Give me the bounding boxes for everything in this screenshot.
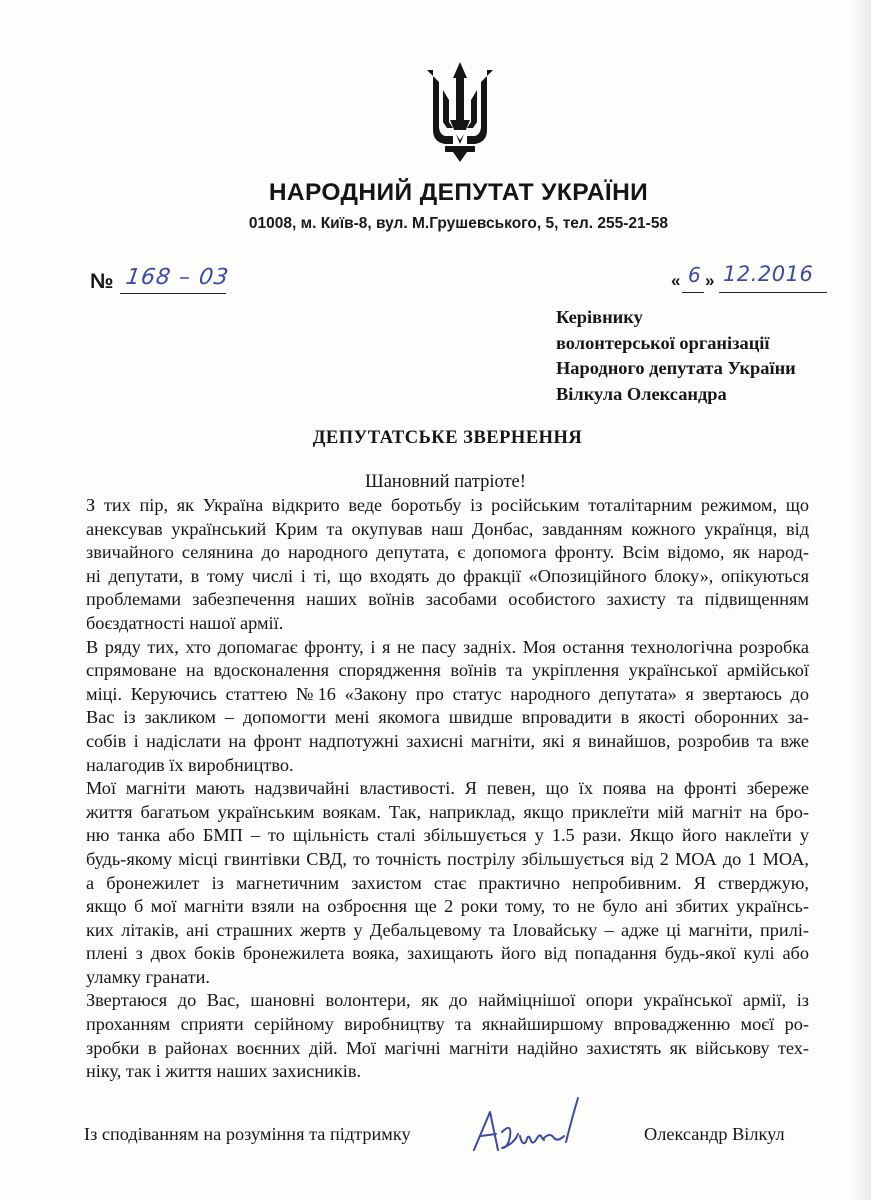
body-line: Мої магніти мають надзвичайні властивості. Я певен, що їх поява на фронті збереже — [86, 778, 809, 799]
body-line: Вас із закликом – допомогти мені якомога швидше впровадити в якості оборонних за- — [86, 707, 809, 728]
header-title: НАРОДНИЙ ДЕПУТАТ УКРАЇНИ — [268, 179, 649, 206]
body-line: уламку гранати. — [86, 966, 210, 987]
body-line: життя багатьом українським воякам. Так, наприклад, якщо приклеїти мій магніт на бро- — [86, 801, 809, 822]
registration-number-handwritten: 168 – 03 — [124, 265, 231, 290]
letter-body — [86, 494, 809, 1084]
document-heading: ДЕПУТАТСЬКЕ ЗВЕРНЕННЯ — [312, 428, 583, 448]
trident-emblem — [423, 60, 497, 164]
body-line: З тих пір, як Україна відкрито веде боротьбу із російським тоталітарним режимом, що — [86, 495, 809, 515]
addressee-line: Народного депутата України — [556, 358, 796, 378]
body-line: Звертаюся до Вас, шановні волонтери, як до найміцнішої опори української армії, із — [86, 990, 809, 1011]
body-line: собів і надіслати на фронт надпотужні захисні магніти, які я винайшов, розробив та вже — [86, 730, 809, 751]
body-line: плені з двох боків бронежилета вояка, захищають його від попадання будь-якої кулі або — [86, 943, 809, 964]
body-line: будь-якому місці гвинтівки СВД, то точність пострілу збільшується від 2 МОА до 1 МОА, — [86, 848, 809, 869]
body-line: ніку, так і життя наших захисників. — [86, 1061, 362, 1082]
addressee-line: волонтерської організації — [556, 332, 770, 353]
signer-name: Олександр Вілкул — [644, 1124, 785, 1144]
body-line: В ряду тих, хто допомагає фронту, і я не пасу задніх. Моя остання технологічна розробка — [86, 636, 809, 657]
body-line: звичайного селянина до народного депутата, є допомога фронту. Всім відомо, як народ- — [86, 542, 809, 563]
date-day-handwritten: 6 — [688, 263, 701, 287]
addressee-block — [556, 305, 796, 407]
date-month-year-handwritten: 12.2016 — [723, 262, 814, 286]
header-address: 01008, м. Київ-8, вул. М.Грушевського, 5, тел. 255-21-58 — [248, 215, 669, 232]
body-line: зробки в районах воєнних дій. Мої магічні магніти надійно захистять як військову тех- — [86, 1037, 809, 1058]
body-line: проханням сприяти серійному виробництву та якнайширшому впровадженню моєї ро- — [86, 1014, 809, 1035]
registration-number-label: № — [90, 270, 114, 293]
date-month-year-underline — [719, 292, 827, 293]
handwritten-signature — [468, 1092, 594, 1162]
body-line: міці. Керуючись статтею №16 «Закону про статус народного депутата» я звертаюсь до — [86, 683, 809, 704]
body-line: боєздатності нашої армії. — [86, 612, 284, 633]
body-line: а бронежилет із магнетичним захистом стає практично непробивним. Я стверджую, — [86, 872, 809, 893]
registration-number-underline — [120, 293, 226, 294]
body-line: ні депутати, в тому числі і ті, що входять до фракції «Опозиційного блоку», опікуються — [86, 565, 809, 586]
body-line: ню танка або БМП – то щільність сталі збільшується у 1.5 рази. Якщо його наклеїти у — [86, 825, 809, 846]
date-day-underline — [682, 292, 704, 293]
body-line: спрямоване на вдосконалення спорядження воїнів та укріплення української армійської — [86, 660, 809, 681]
body-line: налагодив їх виробництво. — [86, 754, 294, 775]
body-line: ких літаків, ані страшних жертв у Дебальцевому та Іловайську – адже ці магніти, прилі- — [86, 919, 809, 940]
registration-row — [90, 262, 830, 298]
date-quote-close: » — [705, 271, 715, 290]
body-line: анексував український Крим та окупував наш Донбас, завданням кожного українця, від — [86, 518, 809, 539]
salutation: Шановний патріоте! — [365, 472, 526, 492]
date-quote-open: « — [671, 271, 681, 290]
body-line: проблемами забезпечення наших воїнів засобами особистого захисту та підвищенням — [86, 589, 809, 610]
body-line: якщо б мої магніти взяли на озброєння ще 2 роки тому, то не було ані збитих українсь- — [86, 896, 809, 917]
registration-date — [671, 262, 831, 295]
addressee-line: Вілкула Олександра — [556, 383, 727, 404]
closing-phrase: Із сподіванням на розуміння та підтримку — [84, 1124, 411, 1144]
addressee-line: Керівнику — [556, 307, 643, 327]
